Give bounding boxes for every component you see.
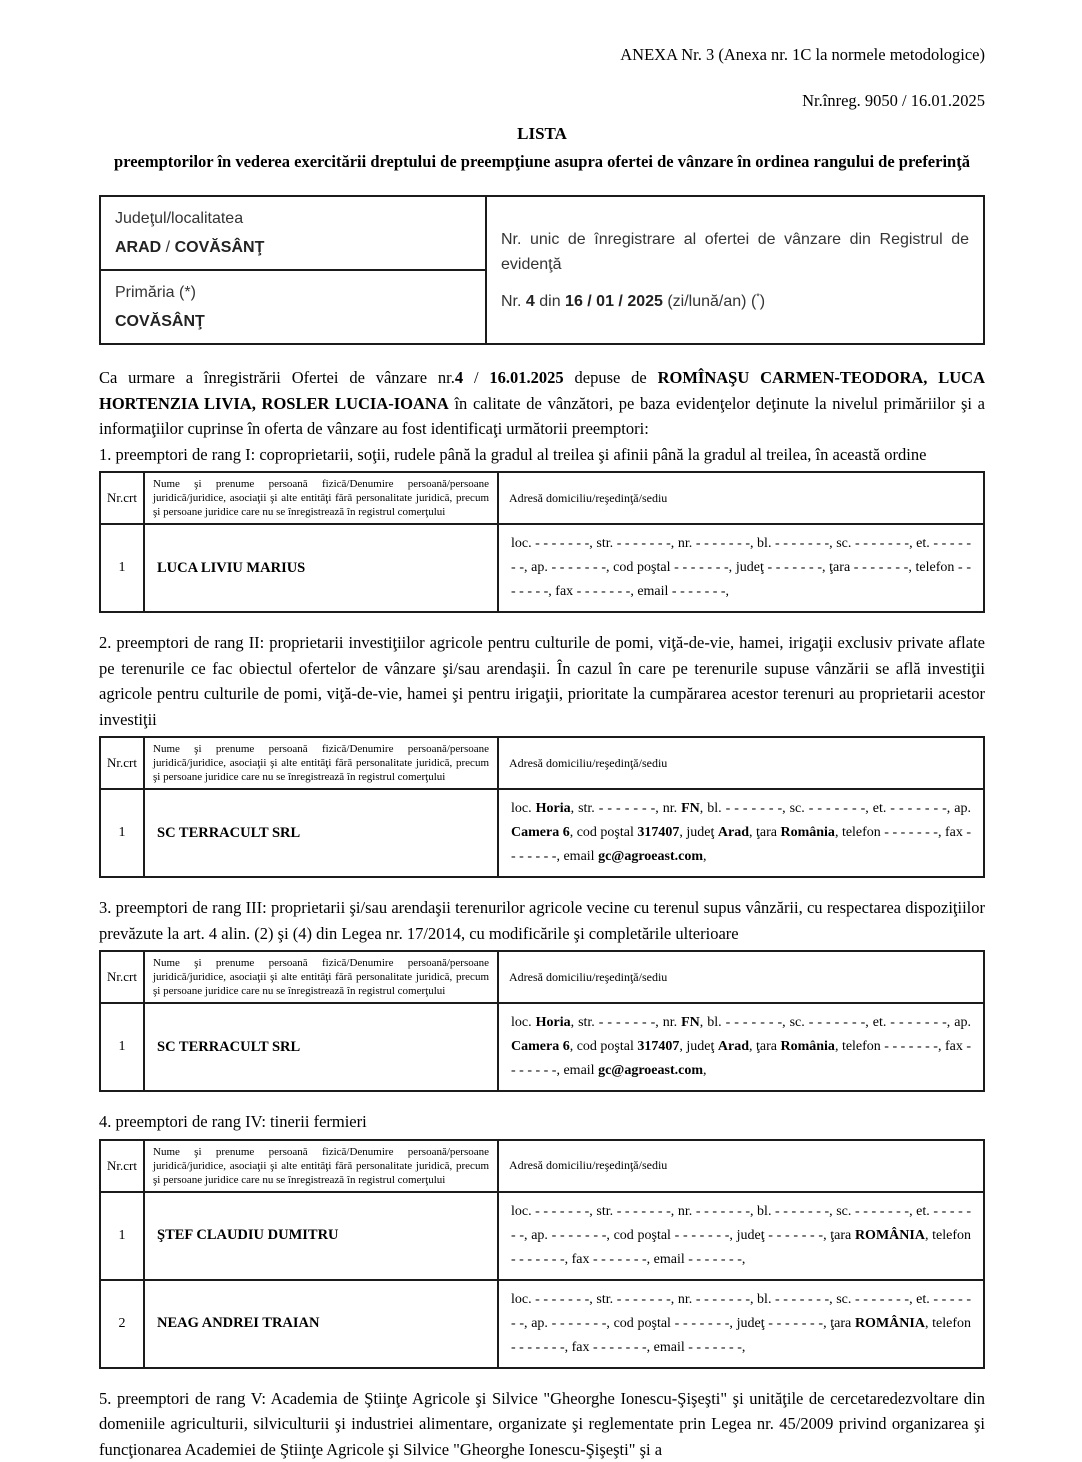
row-number-cell: 1 [100, 1003, 144, 1091]
header-name: Nume şi prenume persoană fizică/Denumire persoană/persoane juridică/juridice, asociaţii şi alte entităţi fără personalitate juridică, precum şi persoane juridice care nu se înregistrează în registrul comerţului [144, 737, 498, 789]
header-address: Adresă domiciliu/reşedinţă/sediu [498, 472, 984, 524]
page-subtitle: preemptorilor în vederea exercitării dreptului de preempţiune asupra ofertei de vânzare în ordinea rangului de preferinţă [99, 149, 985, 175]
preemptor-row [100, 1280, 984, 1368]
table-header-row [100, 472, 984, 524]
table-header-row [100, 951, 984, 1003]
page-title: LISTA [99, 122, 985, 146]
rank-section [99, 1386, 985, 1462]
row-number-cell: 1 [100, 524, 144, 612]
unique-registration-label: Nr. unic de înregistrare al ofertei de vânzare din Registrul de evidenţă [501, 227, 969, 277]
cityhall-cell [100, 270, 486, 344]
header-address: Adresă domiciliu/reşedinţă/sediu [498, 737, 984, 789]
rank-paragraph: 5. preemptori de rang V: Academia de Ştiinţe Agricole şi Silvice "Gheorghe Ionescu-Şişeşti" şi unităţile de cercetaredezvoltare din domeniile agriculturii, silviculturii şi industriei alimentare, organizate şi reglementate prin Legea nr. 45/2009 privind organizarea şi funcţionarea Academiei de Ştiinţe Agricole şi Silvice "Gheorghe Ionescu-Şişeşti" şi a [99, 1386, 985, 1462]
header-nr-crt: Nr.crt [100, 1140, 144, 1192]
table-header-row [100, 737, 984, 789]
preemptor-table [99, 736, 985, 878]
preemptor-address-cell: loc. - - - - - - -, str. - - - - - - -, nr. - - - - - - -, bl. - - - - - - -, sc. - - - - - - -, et. - - - - - - -, ap. - - - - - - -, cod poştal - - - - - - -, judeţ - - - - - - -, ţara - - - - - - -, telefon - - - - - - -, fax - - - - - - -, email - - - - - - -, [498, 524, 984, 612]
unique-registration-cell [486, 196, 984, 344]
cityhall-label: Primăria (*) [115, 280, 471, 305]
county-cell [100, 196, 486, 270]
cityhall-value: COVĂSÂNŢ [115, 309, 471, 334]
preemptor-row [100, 1192, 984, 1280]
row-number-cell: 1 [100, 789, 144, 877]
rank-section [99, 442, 985, 614]
rank-sections-container [99, 442, 985, 1462]
table-header-row [100, 1140, 984, 1192]
header-name: Nume şi prenume persoană fizică/Denumire persoană/persoane juridică/juridice, asociaţii şi alte entităţi fără personalitate juridică, precum şi persoane juridice care nu se înregistrează în registrul comerţului [144, 1140, 498, 1192]
preemptor-name-cell: LUCA LIVIU MARIUS [144, 524, 498, 612]
county-label: Judeţul/localitatea [115, 206, 471, 231]
preemptor-row [100, 524, 984, 612]
preemptor-name-cell: ŞTEF CLAUDIU DUMITRU [144, 1192, 498, 1280]
header-address: Adresă domiciliu/reşedinţă/sediu [498, 951, 984, 1003]
preemptor-table [99, 950, 985, 1092]
preemptor-name-cell: SC TERRACULT SRL [144, 789, 498, 877]
preemptor-name-cell: SC TERRACULT SRL [144, 1003, 498, 1091]
preemptor-address-cell: loc. Horia, str. - - - - - - -, nr. FN, bl. - - - - - - -, sc. - - - - - - -, et. - - - - - - -, ap. Camera 6, cod poştal 317407, judeţ Arad, ţara România, telefon - - - - - - -, fax - - - - - - -, email gc@agroeast.com, [498, 1003, 984, 1091]
preemptor-address-cell: loc. - - - - - - -, str. - - - - - - -, nr. - - - - - - -, bl. - - - - - - -, sc. - - - - - - -, et. - - - - - - -, ap. - - - - - - -, cod poştal - - - - - - -, judeţ - - - - - - -, ţara ROMÂNIA, telefon - - - - - - -, fax - - - - - - -, email - - - - - - -, [498, 1192, 984, 1280]
intro-paragraph: Ca urmare a înregistrării Ofertei de vânzare nr.4 / 16.01.2025 depuse de ROMÎNAŞU CARMEN-TEODORA, LUCA HORTENZIA LIVIA, ROSLER LUCIA-IOANA în calitate de vânzători, pe baza evidenţelor deţinute la nivelul primăriilor şi a informaţiilor cuprinse în oferta de vânzare au fost identificaţi următorii preemptori: [99, 365, 985, 442]
header-name: Nume şi prenume persoană fizică/Denumire persoană/persoane juridică/juridice, asociaţii şi alte entităţi fără personalitate juridică, precum şi persoane juridice care nu se înregistrează în registrul comerţului [144, 472, 498, 524]
preemptor-row [100, 789, 984, 877]
preemptor-row [100, 1003, 984, 1091]
header-nr-crt: Nr.crt [100, 737, 144, 789]
preemptor-table [99, 1139, 985, 1369]
header-nr-crt: Nr.crt [100, 951, 144, 1003]
preemptor-table [99, 471, 985, 613]
rank-section [99, 630, 985, 878]
header-address: Adresă domiciliu/reşedinţă/sediu [498, 1140, 984, 1192]
registration-info-box [99, 195, 985, 345]
rank-section [99, 1109, 985, 1369]
unique-registration-value: Nr. 4 din 16 / 01 / 2025 (zi/lună/an) (*) [501, 289, 969, 314]
preemptor-address-cell: loc. - - - - - - -, str. - - - - - - -, nr. - - - - - - -, bl. - - - - - - -, sc. - - - - - - -, et. - - - - - - -, ap. - - - - - - -, cod poştal - - - - - - -, judeţ - - - - - - -, ţara ROMÂNIA, telefon - - - - - - -, fax - - - - - - -, email - - - - - - -, [498, 1280, 984, 1368]
rank-paragraph: 1. preemptori de rang I: coproprietarii, soţii, rudele până la gradul al treilea şi afinii până la gradul al treilea, în această ordine [99, 442, 985, 468]
row-number-cell: 1 [100, 1192, 144, 1280]
header-name: Nume şi prenume persoană fizică/Denumire persoană/persoane juridică/juridice, asociaţii şi alte entităţi fără personalitate juridică, precum şi persoane juridice care nu se înregistrează în registrul comerţului [144, 951, 498, 1003]
rank-section [99, 895, 985, 1092]
row-number-cell: 2 [100, 1280, 144, 1368]
rank-paragraph: 4. preemptori de rang IV: tinerii fermieri [99, 1109, 985, 1135]
preemptor-address-cell: loc. Horia, str. - - - - - - -, nr. FN, bl. - - - - - - -, sc. - - - - - - -, et. - - - - - - -, ap. Camera 6, cod poştal 317407, judeţ Arad, ţara România, telefon - - - - - - -, fax - - - - - - -, email gc@agroeast.com, [498, 789, 984, 877]
preemptor-name-cell: NEAG ANDREI TRAIAN [144, 1280, 498, 1368]
annex-reference: ANEXA Nr. 3 (Anexa nr. 1C la normele metodologice) [99, 44, 985, 66]
county-value: ARAD / COVĂSÂNŢ [115, 235, 471, 260]
info-box-row-county [100, 196, 984, 270]
registration-number: Nr.înreg. 9050 / 16.01.2025 [99, 90, 985, 112]
rank-paragraph: 3. preemptori de rang III: proprietarii şi/sau arendaşii terenurilor agricole vecine cu terenul supus vânzării, cu respectarea dispoziţiilor prevăzute la art. 4 alin. (2) şi (4) din Legea nr. 17/2014, cu modificările şi completările ulterioare [99, 895, 985, 946]
rank-paragraph: 2. preemptori de rang II: proprietarii investiţiilor agricole pentru culturile de pomi, viţă-de-vie, hamei, irigaţii exclusiv private aflate pe terenurile ce fac obiectul ofertelor de vânzare şi/sau arendaşii. În cazul în care pe terenurile supuse vânzării se află investiţii agricole pentru culturile de pomi, viţă-de-vie, hamei şi pentru irigaţii, prioritate la cumpărarea acestor terenuri au proprietarii acestor investiţii [99, 630, 985, 732]
header-nr-crt: Nr.crt [100, 472, 144, 524]
